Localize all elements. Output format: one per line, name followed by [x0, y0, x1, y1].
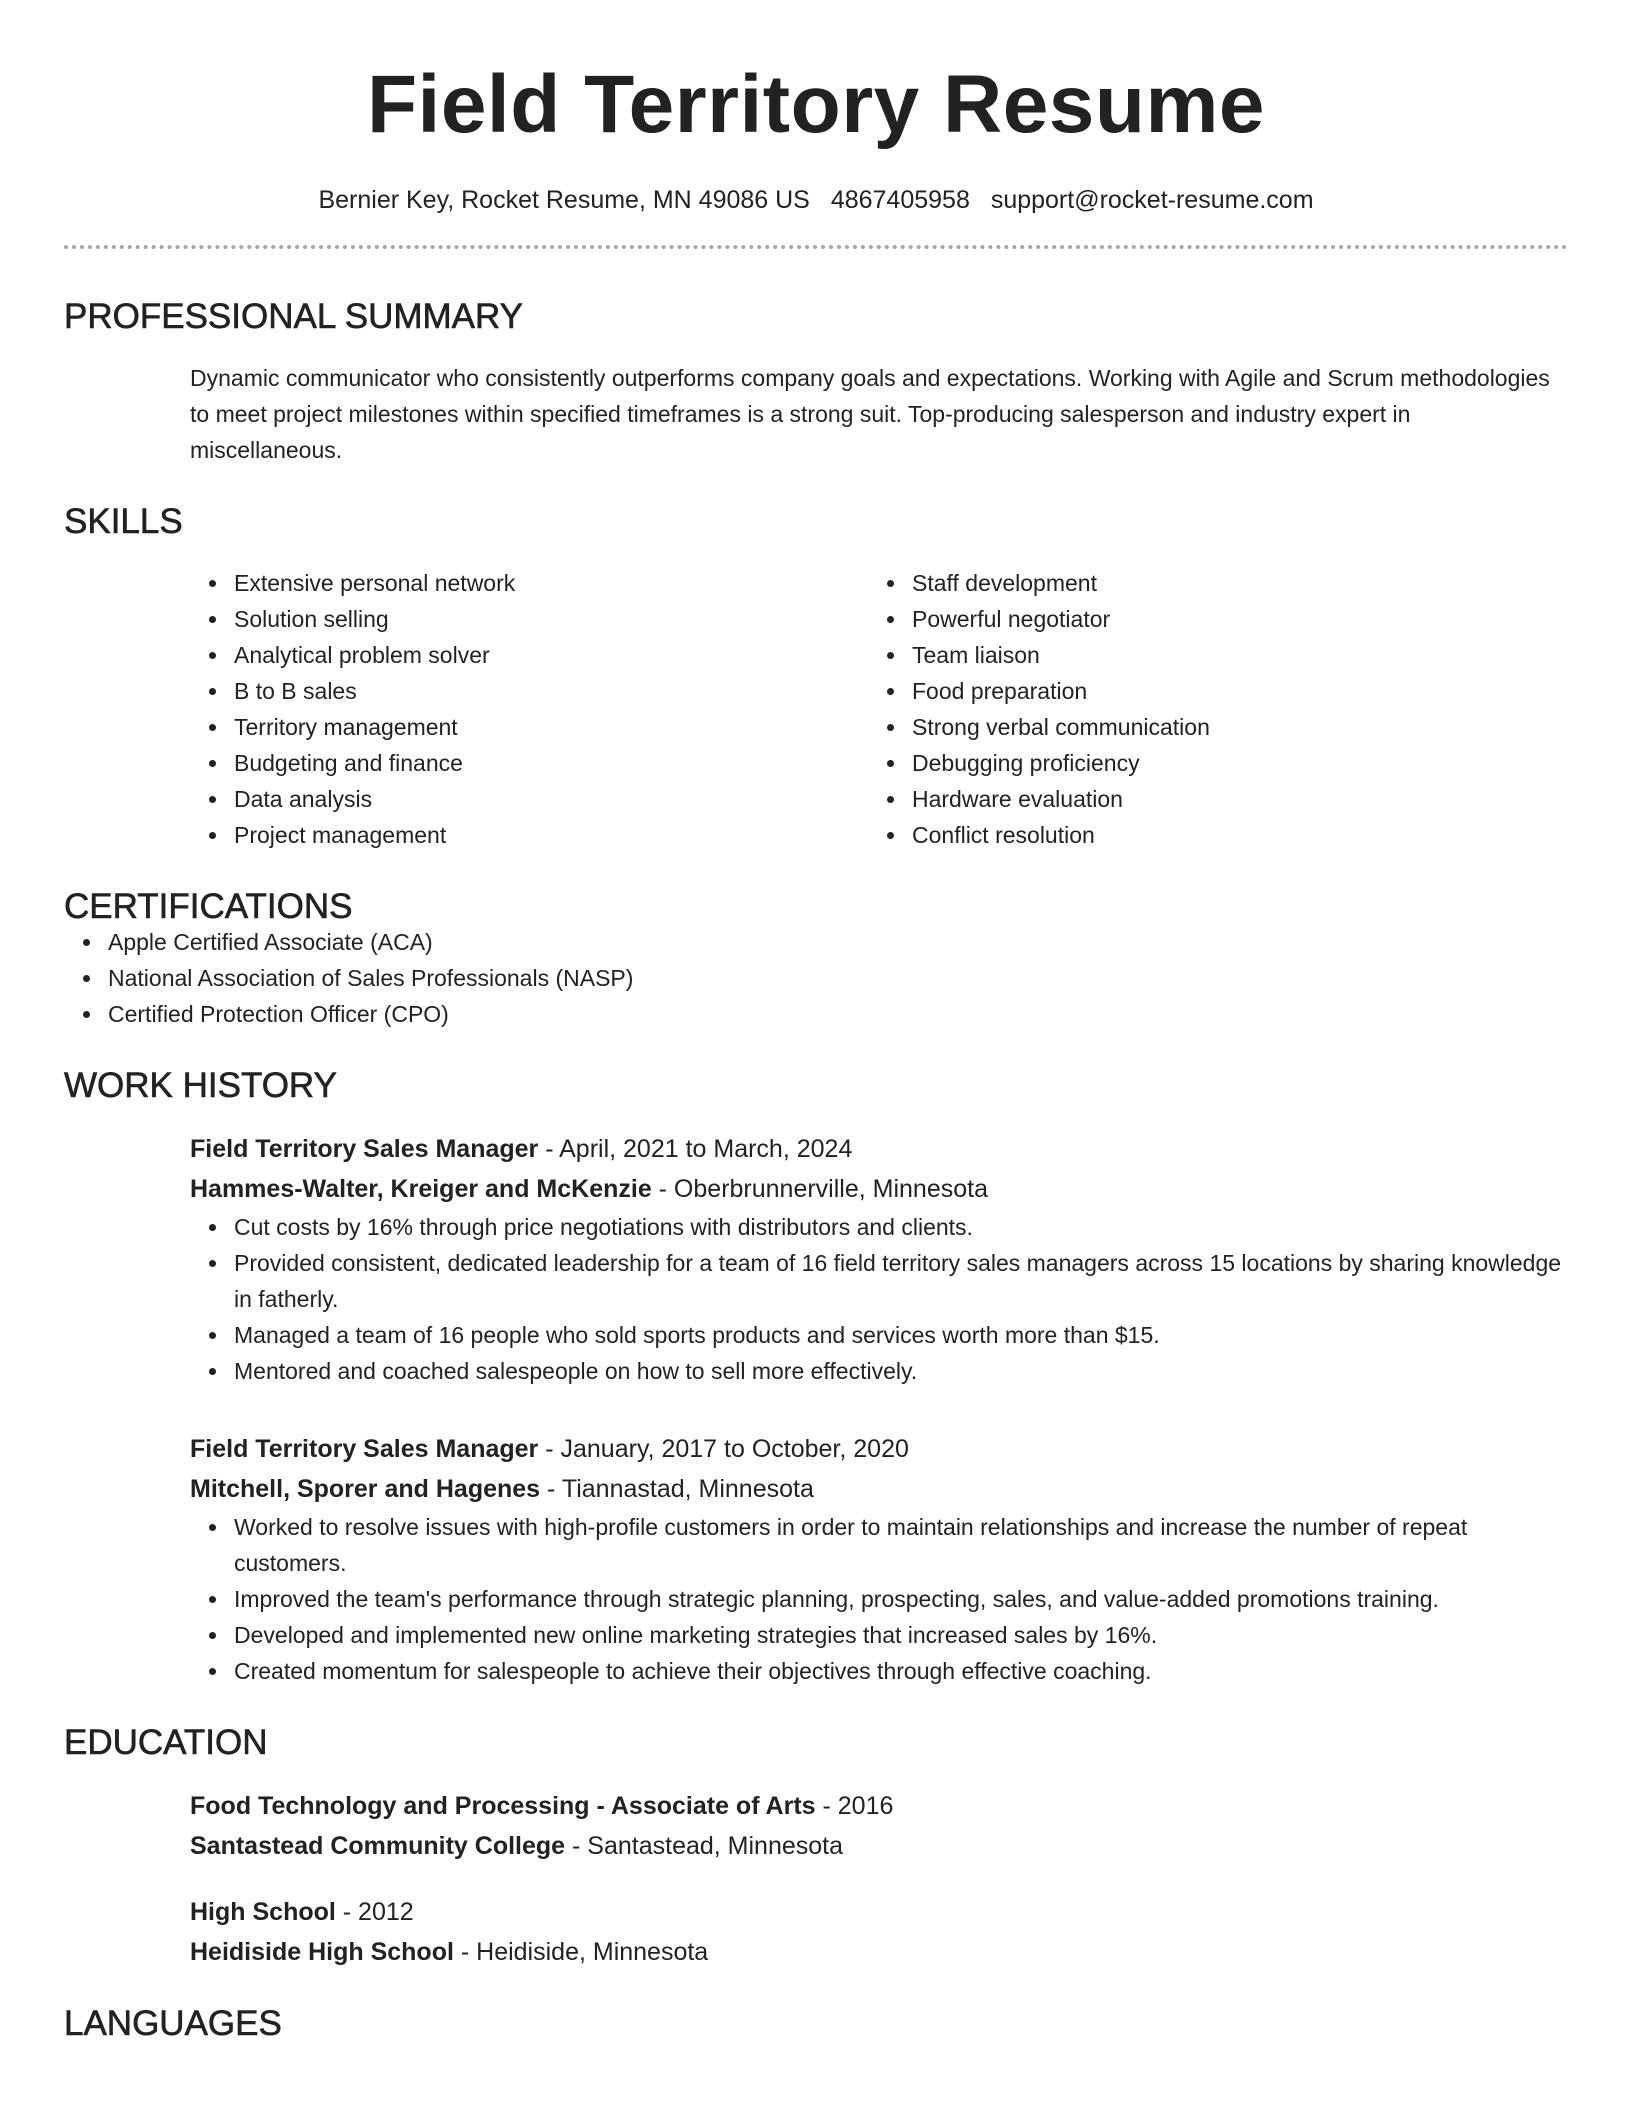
skill-item: Staff development	[868, 565, 1546, 601]
skill-item: Strong verbal communication	[868, 709, 1546, 745]
job-bullet: Provided consistent, dedicated leadership for a team of 16 field territory sales managers across 15 locations by sharing knowledge in fatherly.	[190, 1245, 1568, 1317]
job-company-line	[190, 1169, 1568, 1209]
certification-item: Apple Certified Associate (ACA)	[64, 924, 1568, 960]
certification-item: National Association of Sales Professionals (NASP)	[64, 960, 1568, 996]
education-location: - Heidiside, Minnesota	[453, 1938, 709, 1966]
skills-section	[64, 504, 1568, 853]
certifications-heading: CERTIFICATIONS	[64, 887, 353, 926]
resume-title: Field Territory Resume	[366, 59, 1266, 150]
skill-item: Extensive personal network	[190, 565, 868, 601]
job-bullet: Managed a team of 16 people who sold sports products and services worth more than $15.	[190, 1317, 1568, 1353]
education-school-line	[190, 1932, 1568, 1972]
education-school-line	[190, 1826, 1568, 1866]
job-location: - Oberbrunnerville, Minnesota	[651, 1175, 988, 1203]
education-school: Heidiside High School	[190, 1938, 454, 1966]
contact-email: support@rocket-resume.com	[990, 186, 1314, 214]
skill-item: Territory management	[190, 709, 868, 745]
certification-item: Certified Protection Officer (CPO)	[64, 996, 1568, 1032]
skill-item: Project management	[190, 817, 868, 853]
certifications-list	[64, 924, 1568, 1032]
job-entry	[190, 1429, 1568, 1689]
job-dates: - January, 2017 to October, 2020	[538, 1435, 909, 1463]
summary-text: Dynamic communicator who consistently outperforms company goals and expectations. Working with Agile and Scrum methodologies to meet project milestones within specified timeframes is a strong suit. Top-producing salesperson and industry expert in miscellaneous.	[190, 365, 1550, 463]
skill-item: Hardware evaluation	[868, 781, 1546, 817]
job-company: Hammes-Walter, Kreiger and McKenzie	[190, 1175, 652, 1203]
certifications-section	[64, 889, 1568, 1032]
skill-item: B to B sales	[190, 673, 868, 709]
education-heading: EDUCATION	[64, 1723, 268, 1762]
job-bullets	[190, 1509, 1568, 1689]
education-degree: Food Technology and Processing - Associate of Arts	[190, 1792, 816, 1820]
skill-item: Data analysis	[190, 781, 868, 817]
contact-line	[64, 186, 1568, 215]
job-bullets	[190, 1209, 1568, 1389]
job-entry	[190, 1129, 1568, 1389]
summary-heading: PROFESSIONAL SUMMARY	[64, 297, 523, 336]
job-bullet: Worked to resolve issues with high-profile customers in order to maintain relationships and increase the number of repeat customers.	[190, 1509, 1568, 1581]
job-title-line	[190, 1129, 1568, 1169]
education-year: - 2016	[815, 1792, 894, 1820]
job-company: Mitchell, Sporer and Hagenes	[190, 1475, 541, 1503]
education-entry	[190, 1892, 1568, 1972]
header-divider	[64, 245, 1568, 249]
languages-section	[64, 2006, 1568, 2041]
education-degree: High School	[190, 1898, 336, 1926]
job-role: Field Territory Sales Manager	[190, 1435, 539, 1463]
contact-address: Bernier Key, Rocket Resume, MN 49086 US	[318, 186, 810, 214]
job-title-line	[190, 1429, 1568, 1469]
work-history-heading: WORK HISTORY	[64, 1066, 337, 1105]
education-degree-line	[190, 1892, 1568, 1932]
education-section	[64, 1725, 1568, 1972]
skill-item: Conflict resolution	[868, 817, 1546, 853]
job-bullet: Mentored and coached salespeople on how to sell more effectively.	[190, 1353, 1568, 1389]
education-degree-line	[190, 1786, 1568, 1826]
skills-grid	[190, 565, 1568, 853]
job-bullet: Developed and implemented new online marketing strategies that increased sales by 16%.	[190, 1617, 1568, 1653]
work-history-section	[64, 1068, 1568, 1689]
contact-phone: 4867405958	[830, 186, 970, 214]
job-bullet: Cut costs by 16% through price negotiations with distributors and clients.	[190, 1209, 1568, 1245]
skill-item: Budgeting and finance	[190, 745, 868, 781]
skill-item: Powerful negotiator	[868, 601, 1546, 637]
skill-item: Team liaison	[868, 637, 1546, 673]
job-role: Field Territory Sales Manager	[190, 1135, 539, 1163]
job-company-line	[190, 1469, 1568, 1509]
education-year: - 2012	[335, 1898, 414, 1926]
skill-item: Analytical problem solver	[190, 637, 868, 673]
education-entry	[190, 1786, 1568, 1866]
job-bullet: Created momentum for salespeople to achieve their objectives through effective coaching.	[190, 1653, 1568, 1689]
job-location: - Tiannastad, Minnesota	[540, 1475, 814, 1503]
job-dates: - April, 2021 to March, 2024	[538, 1135, 853, 1163]
skill-item: Debugging proficiency	[868, 745, 1546, 781]
job-bullet: Improved the team's performance through strategic planning, prospecting, sales, and value-added promotions training.	[190, 1581, 1568, 1617]
skill-item: Solution selling	[190, 601, 868, 637]
skills-left-column	[190, 565, 868, 853]
skills-right-column	[868, 565, 1546, 853]
skill-item: Food preparation	[868, 673, 1546, 709]
summary-section	[64, 299, 1568, 468]
education-location: - Santastead, Minnesota	[565, 1832, 844, 1860]
languages-heading: LANGUAGES	[64, 2004, 282, 2043]
education-school: Santastead Community College	[190, 1832, 566, 1860]
skills-heading: SKILLS	[64, 502, 183, 541]
